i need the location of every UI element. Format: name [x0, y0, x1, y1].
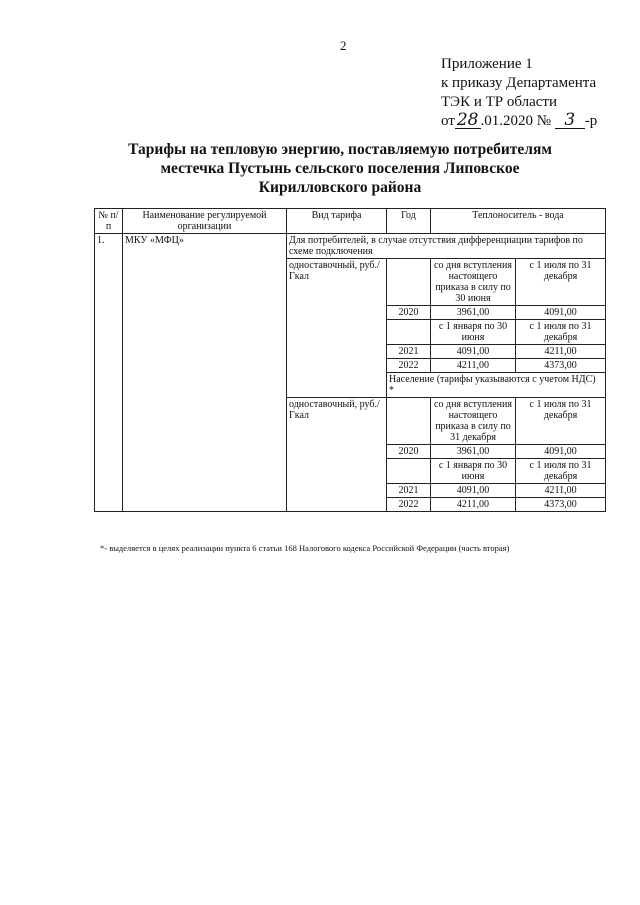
- period-cell: с 1 января по 30 июня: [431, 320, 516, 345]
- table-row: [95, 234, 606, 259]
- tariff-table: [94, 208, 606, 512]
- value-cell: 4373,00: [516, 498, 606, 512]
- appendix-line-2: к приказу Департамента: [441, 75, 597, 91]
- value-cell: 4373,00: [516, 359, 606, 373]
- value-cell: 4091,00: [516, 445, 606, 459]
- year-cell: 2021: [387, 484, 431, 498]
- row-number: 1.: [95, 234, 123, 512]
- value-cell: 4211,00: [431, 359, 516, 373]
- title-line-3: Кирилловского района: [258, 179, 422, 196]
- header-year: Год: [387, 209, 431, 234]
- header-num: № п/п: [95, 209, 123, 234]
- year-cell-empty: [387, 459, 431, 484]
- appendix-date-line: [441, 112, 597, 131]
- period-cell: со дня вступления настоящего приказа в силу по 30 июня: [431, 259, 516, 306]
- period-cell: с 1 января по 30 июня: [431, 459, 516, 484]
- date-day-handwritten: 28: [456, 110, 479, 130]
- year-cell: 2022: [387, 498, 431, 512]
- table-header-row: [95, 209, 606, 234]
- year-cell: 2020: [387, 306, 431, 320]
- date-prefix: от: [441, 113, 455, 129]
- page-number: 2: [340, 38, 347, 53]
- header-type: Вид тарифа: [287, 209, 387, 234]
- value-cell: 4211,00: [431, 498, 516, 512]
- year-cell: 2021: [387, 345, 431, 359]
- value-cell: 4091,00: [431, 345, 516, 359]
- year-cell-empty: [387, 259, 431, 306]
- tariff-type: одноставочный, руб./Гкал: [287, 259, 387, 398]
- appendix-block: [441, 55, 597, 131]
- header-org: Наименование регулируемой организации: [123, 209, 287, 234]
- value-cell: 4091,00: [516, 306, 606, 320]
- appendix-line-3: ТЭК и ТР области: [441, 94, 557, 110]
- year-cell: 2022: [387, 359, 431, 373]
- year-cell-empty: [387, 398, 431, 445]
- tariff-type: одноставочный, руб./Гкал: [287, 398, 387, 512]
- section-heading: Население (тарифы указываются с учетом НДС) *: [387, 373, 606, 398]
- year-cell-empty: [387, 320, 431, 345]
- order-number-handwritten: 3: [555, 113, 585, 129]
- period-cell: с 1 июля по 31 декабря: [516, 459, 606, 484]
- period-cell: с 1 июля по 31 декабря: [516, 398, 606, 445]
- appendix-line-1: Приложение 1: [441, 56, 533, 72]
- order-number-suffix: -р: [584, 113, 598, 129]
- value-cell: 4211,00: [516, 345, 606, 359]
- document-title: [100, 140, 580, 197]
- period-cell: с 1 июля по 31 декабря: [516, 259, 606, 306]
- value-cell: 4091,00: [431, 484, 516, 498]
- value-cell: 3961,00: [431, 306, 516, 320]
- footnote: *- выделяется в целях реализации пункта 6 статьи 168 Налогового кодекса Российской Федерации (часть вторая): [100, 543, 510, 553]
- period-cell: со дня вступления настоящего приказа в силу по 31 декабря: [431, 398, 516, 445]
- title-line-2: местечка Пустынь сельского поселения Липовское: [160, 160, 520, 177]
- title-line-1: Тарифы на тепловую энергию, поставляемую потребителям: [128, 141, 552, 158]
- period-cell: с 1 июля по 31 декабря: [516, 320, 606, 345]
- value-cell: 4211,00: [516, 484, 606, 498]
- date-rest: .01.2020 №: [480, 113, 552, 129]
- header-carrier: Теплоноситель - вода: [431, 209, 606, 234]
- org-name: МКУ «МФЦ»: [123, 234, 287, 512]
- year-cell: 2020: [387, 445, 431, 459]
- section-heading: Для потребителей, в случае отсутствия дифференциации тарифов по схеме подключения: [287, 234, 606, 259]
- value-cell: 3961,00: [431, 445, 516, 459]
